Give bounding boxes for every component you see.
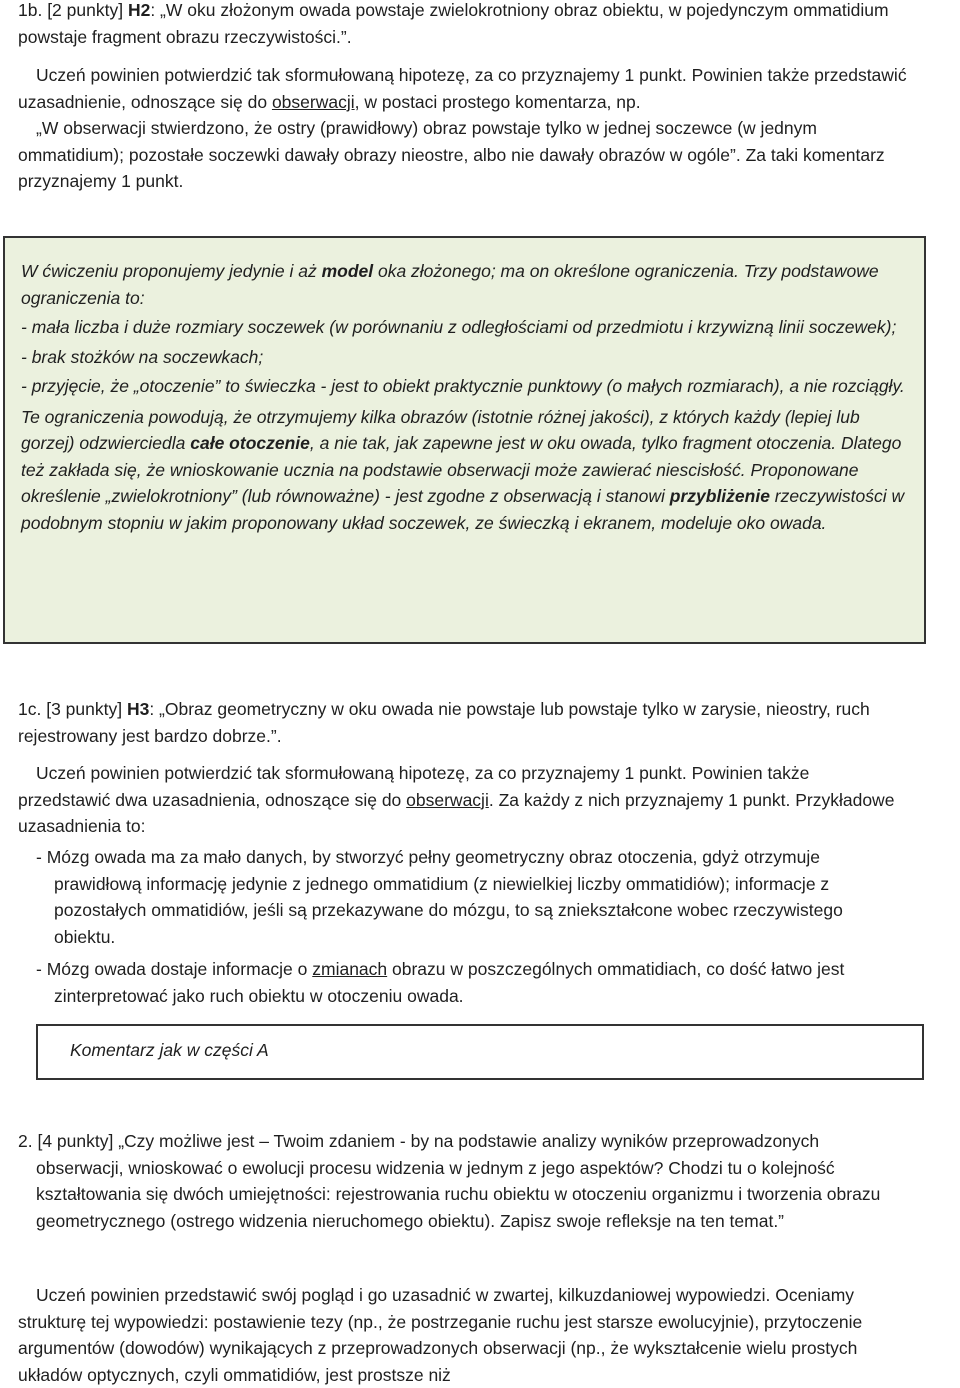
note-box-model <box>3 236 926 644</box>
heading-prefix: 1c. [3 punkty] <box>18 699 127 719</box>
section-2-question: 2. [4 punkty] „Czy możliwe jest – Twoim zdaniem - by na podstawie analizy wyników przeprowadzonych obserwacji, wnioskować o ewolucji procesu widzenia w jednym z jego aspektów? Chodzi tu o kolejność kształtowania się dwóch umiejętności: rejestrowania ruchu obiektu w otoczeniu organizmu i tworzenia obrazu geometrycznego (ostrego widzenia nieruchomego obiektu). Zapisz swoje refleksje na ten temat.” <box>18 1131 881 1231</box>
underlined-term: zmianach <box>312 959 388 979</box>
box-comment-text: Komentarz jak w części A <box>70 1040 269 1060</box>
hypothesis-text: : „Obraz geometryczny w oku owada nie powstaje lub powstaje tylko w zarysie, nieostry, ruch rejestrowany jest bardzo dobrze.”. <box>18 699 870 746</box>
underlined-term: obserwacji <box>406 789 489 810</box>
justification-item: - Mózg owada ma za mało danych, by stworzyć pełny geometryczny obraz otoczenia, gdyż otrzymuje prawidłową informację jedynie z jednego ommatidium (z niewielkiej liczby ommatidiów); informacje z pozostałych ommatidiów, jeśli są przekazywane do mózgu, to są zniekształcone wobec rzeczywistego obiektu. <box>36 847 843 947</box>
limitation-item: - mała liczba i duże rozmiary soczewek (w porównaniu z odległościami od przedmiotu i krzywizną linii soczewek); <box>21 317 897 337</box>
paragraph-text: . Za każdy z nich przyznajemy 1 punkt. Przykładowe uzasadnienia to: <box>18 789 895 836</box>
box-text: oka złożonego; ma on określone ograniczenia. Trzy podstawowe ograniczenia to: <box>21 261 879 308</box>
section-1c-heading <box>18 696 888 749</box>
box-intro <box>21 258 901 311</box>
section-1b-example-comment: „W obserwacji stwierdzono, że ostry (prawidłowy) obraz powstaje tylko w jednej soczewce (w jednym ommatidium); pozostałe soczewki dawały obrazy nieostre, albo nie dawały obrazów w ogóle”. Za taki komentarz przyznajemy 1 punkt. <box>18 118 885 191</box>
bold-term: model <box>321 261 374 281</box>
item-text: - Mózg owada dostaje informacje o <box>36 959 313 979</box>
box-text: , a nie tak, jak zapewne jest w oku owada, tylko fragment otoczenia. Dlatego też zakłada się, że wnioskowanie ucznia na podstawie obserwacji może zawierać niescisłość. Proponowane określenie „zwielokrotniony” (lub równoważne) - jest zgodne z obserwacją i stanowi <box>21 433 902 506</box>
paragraph-text: Uczeń powinien potwierdzić tak sformułowaną hipotezę, za co przyznajemy 1 punkt. Powinien także przedstawić uzasadnienie, odnoszące się do <box>18 65 907 112</box>
box-text: Te ograniczenia powodują, że otrzymujemy kilka obrazów (istotnie różnej jakości), z których każdy (lepiej lub gorzej) odzwierciedla <box>21 406 860 453</box>
section-2-paragraph: Uczeń powinien przedstawić swój pogląd i go uzasadnić w zwartej, kilkuzdaniowej wypowiedzi. Oceniamy strukturę tej wypowiedzi: postawienie tezy (np., że postrzeganie ruchu jest starsze ewolucyjnie), przytoczenie argumentów (dowodów) wynikających z przeprowadzonych obserwacji (np., że wykształcenie wielu prostych układów optycznych, czyli ommatidiów, jest prostsze niż <box>18 1285 863 1385</box>
underlined-term: obserwacji <box>271 91 355 112</box>
limitation-item: - przyjęcie, że „otoczenie” to świeczka - jest to obiekt praktycznie punktowy (o małych rozmiarach), a nie rozciągły. <box>21 376 905 396</box>
hypothesis-label: H2 <box>127 0 151 20</box>
hypothesis-label: H3 <box>126 699 150 719</box>
heading-prefix: 1b. [2 punkty] <box>18 0 128 20</box>
item-text: obrazu w poszczególnych ommatidiach, co dość łatwo jest zinterpretować jako ruch obiektu w otoczeniu owada. <box>54 959 845 1006</box>
bold-term: przybliżenie <box>669 486 770 506</box>
bold-term: całe otoczenie <box>190 433 310 453</box>
note-box-comment <box>36 1024 924 1080</box>
section-1b-paragraph <box>18 62 918 115</box>
limitation-item: - brak stożków na soczewkach; <box>21 346 264 367</box>
section-1c-paragraph <box>18 760 898 840</box>
box-text: rzeczywistości w podobnym stopniu w jakim proponowany układ soczewek, ze świeczką i ekranem, modeluje oko owada. <box>21 486 905 533</box>
hypothesis-text: : „W oku złożonym owada powstaje zwielokrotniony obraz obiektu, w pojedynczym ommatidium powstaje fragment obrazu rzeczywistości.”. <box>18 0 889 47</box>
box-conclusion <box>21 404 906 537</box>
section-1b-heading <box>18 0 943 50</box>
paragraph-text: Uczeń powinien potwierdzić tak sformułowaną hipotezę, za co przyznajemy 1 punkt. Powinien także przedstawić dwa uzasadnienia, odnoszące się do <box>18 763 810 810</box>
paragraph-text: , w postaci prostego komentarza, np. <box>354 91 641 112</box>
justification-item <box>18 956 898 1009</box>
box-text: W ćwiczeniu proponujemy jedynie i aż <box>21 261 322 281</box>
